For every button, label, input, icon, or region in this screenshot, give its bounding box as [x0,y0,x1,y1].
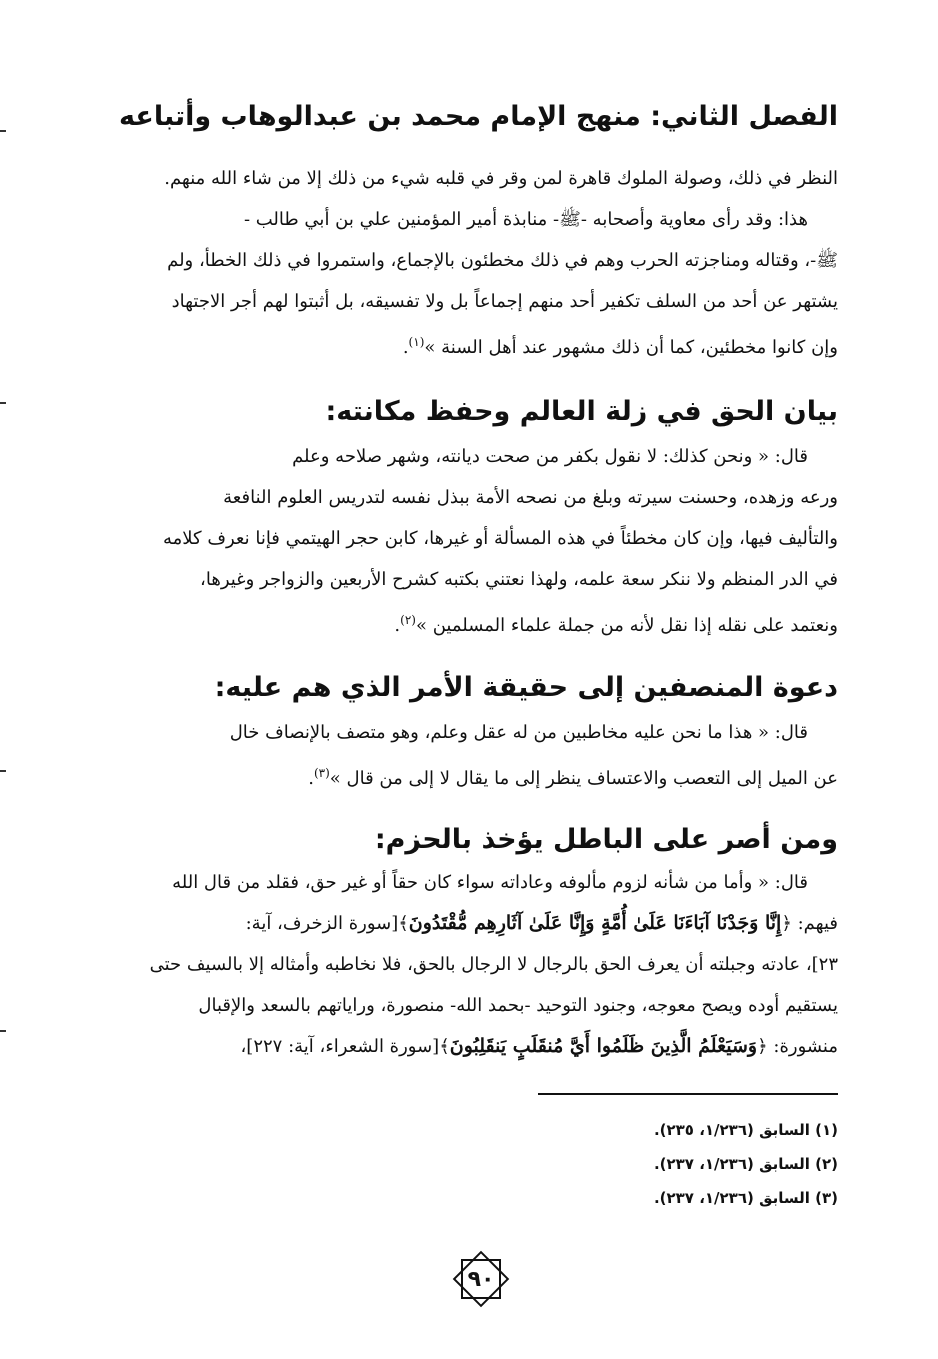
paragraph-3 [128,712,838,799]
paragraph-1 [128,158,838,368]
text-line: هذا: وقد رأى معاوية وأصحابه -ﷺ- منابذة أمير المؤمنين علي بن أبي طالب - [243,209,808,230]
margin-mark [0,770,6,772]
text-line: ﷺ-، وقتاله ومناجزته الحرب وهم في ذلك مخطئون بالإجماع، واستمروا في ذلك الخطأ، ولم [167,250,838,271]
footnote-1: (١) السابق (١/٢٣٦، ٢٣٥). [653,1121,838,1139]
chapter-title: الفصل الثاني: منهج الإمام محمد بن عبدالوهاب وأتباعه [119,101,838,132]
text-fragment: ﴾[سورة الشعراء، آية: ٢٢٧]، [240,1036,450,1057]
text-line: والتأليف فيها، وإن كان مخطئاً في هذه المسألة أو غيرها، كابن حجر الهيتمي فإنا نعرف كلامه [163,528,838,549]
margin-mark [0,1030,6,1032]
footnote-3: (٣) السابق (١/٢٣٦، ٢٣٧). [653,1189,838,1207]
section-heading-1: بيان الحق في زلة العالم وحفظ مكانته: [325,396,838,427]
footnote-separator [538,1093,838,1095]
margin-mark [0,130,6,132]
paragraph-2 [128,436,838,646]
text-line: عن الميل إلى التعصب والاعتساف ينظر إلى ما يقال لا إلى من قال »$^{(٣)}$. [308,766,838,789]
text-line: قال: « وأما من شأنه لزوم مألوفه وعاداته سواء كان حقاً أو غير حق، فقلد من قال الله [172,872,808,893]
text-line: في الدر المنظم ولا ننكر سعة علمه، ولهذا نعتني بكتبه كشرح الأربعين والزواجر وغيرها، [200,569,838,590]
footnote-ref-2: (٢) [400,613,416,627]
text-fragment: ﴾[سورة الزخرف، آية: [245,913,409,934]
footnotes [238,1113,838,1215]
text-line: ونعتمد على نقله إذا نقل لأنه من جملة علماء المسلمين »$^{(٢)}$. [394,613,838,636]
text-fragment: عن الميل إلى التعصب والاعتساف ينظر إلى ما يقال لا إلى من قال » [329,768,838,789]
running-header [119,80,838,132]
footnote-ref-3: (٣) [313,766,330,780]
text-line [128,1026,838,1067]
page-number-ornament [448,1246,514,1312]
text-fragment: وإن كانوا مخطئين، كما أن ذلك مشهور عند أهل السنة » [424,337,838,358]
quran-verse-2: وَسَيَعْلَمُ الَّذِينَ ظَلَمُوا أَيَّ مُنقَلَبٍ يَنقَلِبُونَ [449,1035,758,1057]
text-line: يشتهر عن أحد من السلف تكفير أحد منهم إجماعاً بل ولا تفسيقه، بل أثبتوا لهم أجر الاجتهاد [171,291,838,312]
text-line: وإن كانوا مخطئين، كما أن ذلك مشهور عند أهل السنة »$^{(١)}$. [402,335,838,358]
text-line: ورعه وزهده، وحسنت سيرته وبلغ من نصحه الأمة ببذل نفسه لتدريس العلوم النافعة [223,487,838,508]
section-heading-2: دعوة المنصفين إلى حقيقة الأمر الذي هم عليه: [214,672,838,703]
text-fragment: ونعتمد على نقله إذا نقل لأنه من جملة علماء المسلمين » [415,615,838,636]
quran-verse-1: إِنَّا وَجَدْنَا آبَاءَنَا عَلَىٰ أُمَّةٍ وَإِنَّا عَلَىٰ آثَارِهِم مُّقْتَدُونَ [408,912,782,934]
text-line: النظر في ذلك، وصولة الملوك قاهرة لمن وقر في قلبه شيء من ذلك إلا من شاء الله منهم. [164,168,838,189]
text-line: يستقيم أوده ويصح معوجه، وجنود التوحيد -بحمد الله- منصورة، وراياتهم بالسعد والإقبال [198,995,838,1016]
text-line [128,903,838,944]
footnote-ref-1: (١) [408,335,425,349]
page-number: ٩٠ [467,1266,495,1292]
margin-mark [0,402,6,404]
text-line: ٢٣]، عادته وجبلته أن يعرف الحق بالرجال لا الرجال بالحق، فلا نخاطبه وأمثاله إلا بالسيف حتى [149,954,838,975]
paragraph-4 [128,862,838,1067]
footnote-2: (٢) السابق (١/٢٣٦، ٢٣٧). [653,1155,838,1173]
section-heading-3: ومن أصر على الباطل يؤخذ بالحزم: [374,824,838,855]
text-fragment: فيهم: ﴿ [781,913,838,934]
text-fragment: منشورة: ﴿ [757,1036,838,1057]
text-line: قال: « ونحن كذلك: لا نقول بكفر من صحت ديانته، وشهر صلاحه وعلم [292,446,808,467]
text-line: قال: « هذا ما نحن عليه مخاطبين من له عقل وعلم، وهو متصف بالإنصاف خال [229,722,808,743]
